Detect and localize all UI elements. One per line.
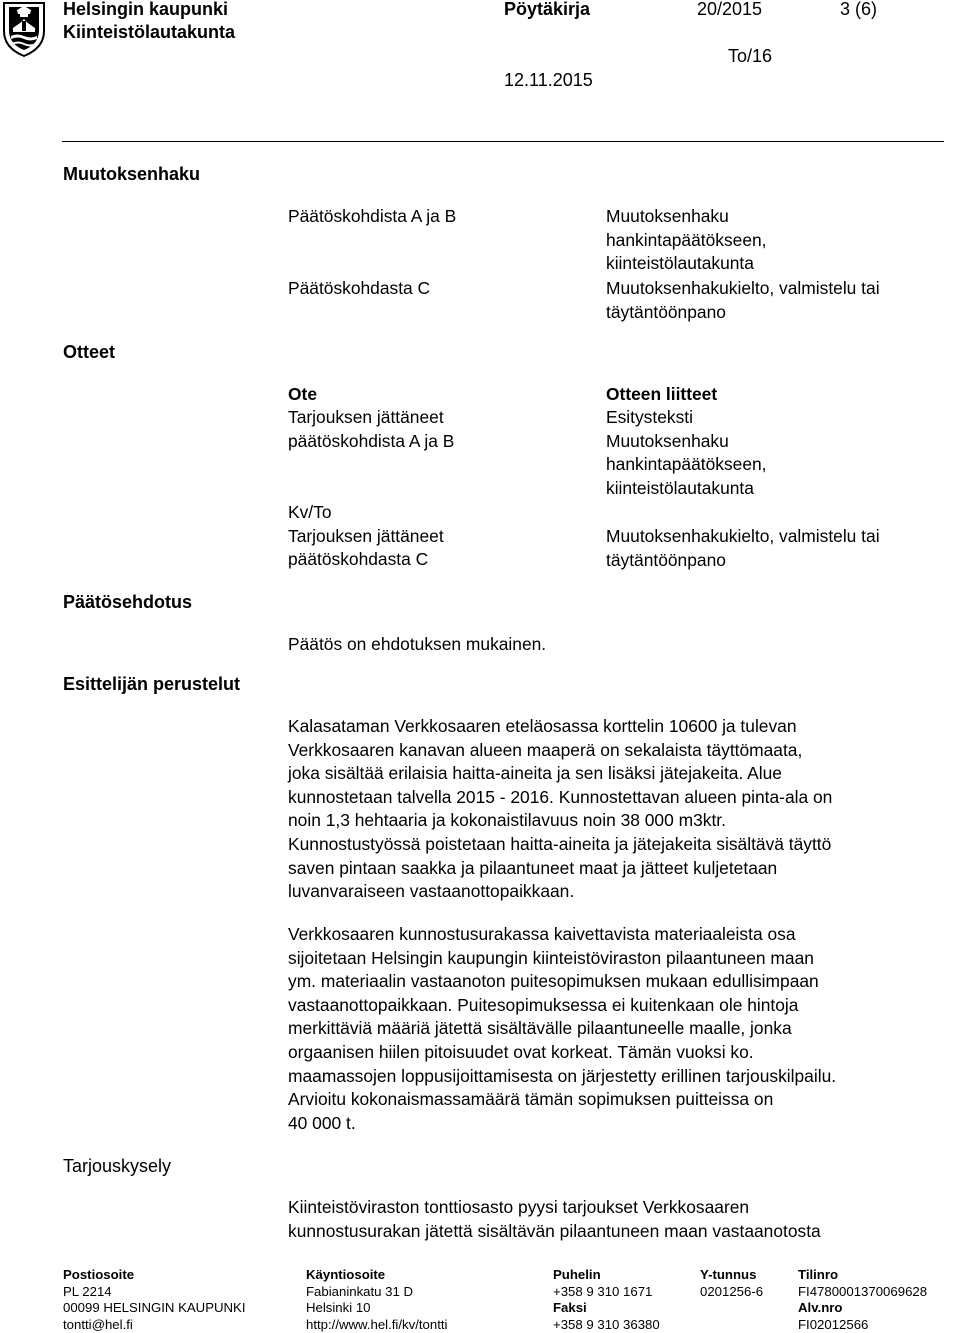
footer-phone-fax: Puhelin +358 9 310 1671 Faksi +358 9 310 36380 — [553, 1267, 660, 1333]
appeal-item-c: Päätöskohdasta C — [288, 277, 430, 301]
committee-name: Kiinteistölautakunta — [63, 21, 235, 43]
body-paragraph-1: Kalasataman Verkkosaaren eteläosassa korttelin 10600 ja tulevan Verkkosaaren kanavan alueen maaperä on sekalaista täyttömaata, joka sisältää erilaisia haitta-aineita ja sen lisäksi jätejakeita. Alue kunnostetaan talvella 2015 - 2016. Kunnostettavan alueen pinta-ala on noin 1,3 hehtaaria ja kokonaistilavuus noin 38 000 m3ktr. Kunnostustyössä poistetaan haitta-aineita ja jätejakeita sisältävä täyttö saven pintaan saakka ja pilaantuneet maat ja jätteet kuljetetaan luvanvaraiseen vastaanottopaikkaan. — [288, 715, 832, 904]
section-code: To/16 — [728, 45, 772, 67]
meeting-date: 12.11.2015 — [504, 69, 593, 91]
page-number: 3 (6) — [840, 0, 877, 20]
extract-attachments-c: Muutoksenhakukielto, valmistelu tai täytäntöönpano — [606, 525, 880, 572]
document-type: Pöytäkirja — [504, 0, 590, 20]
footer-web-link[interactable]: http://www.hel.fi/kv/tontti — [306, 1317, 447, 1333]
extract-recipients-ab: Tarjouksen jättäneet päätöskohdista A ja B — [288, 406, 454, 453]
extract-attachments-heading: Otteen liitteet — [606, 383, 717, 407]
footer-visiting-address: Käyntiosoite Fabianinkatu 31 D Helsinki 10 http://www.hel.fi/kv/tontti — [306, 1267, 447, 1333]
body-paragraph-2: Verkkosaaren kunnostusurakassa kaivettavista materiaaleista osa sijoitetaan Helsingin kaupungin kiinteistöviraston pilaantuneen maan ym. materiaalin vastaanoton puitesopimuksen mukaan edullisimpaan vastaanottopaikkaan. Puitesopimuksessa ei kuitenkaan ole hintoja merkittäviä määriä jätettä sisältävälle pilaantuneelle maalle, jonka orgaanisen hiilen pitoisuudet ovat korkeat. Tämän vuoksi ko. maamassojen loppusijoittamisesta on järjestetty erillinen tarjouskilpailu. Arvioitu kokonaismassamäärä tämän sopimuksen puitteissa on 40 000 t. — [288, 923, 836, 1135]
section-label-esittelijan-perustelut: Esittelijän perustelut — [63, 673, 240, 695]
header-rule — [62, 141, 944, 142]
body-paragraph-3: Kiinteistöviraston tonttiosasto pyysi tarjoukset Verkkosaaren kunnostusurakan jätettä sisältävän pilaantuneen maan vastaanotosta — [288, 1196, 821, 1243]
section-label-tarjouskysely: Tarjouskysely — [63, 1155, 171, 1177]
section-label-muutoksenhaku: Muutoksenhaku — [63, 163, 200, 185]
extract-recipients-c: Kv/To Tarjouksen jättäneet päätöskohdasta C — [288, 501, 444, 572]
organization-name: Helsingin kaupunki — [63, 0, 228, 20]
appeal-instruction-ab: Muutoksenhaku hankintapäätökseen, kiinteistölautakunta — [606, 205, 767, 276]
footer-email-link[interactable]: tontti@hel.fi — [63, 1317, 246, 1333]
footer-bank-vat: Tilinro FI4780001370069628 Alv.nro FI02012566 — [798, 1267, 927, 1333]
section-label-paatosehdotus: Päätösehdotus — [63, 591, 192, 613]
footer-business-id: Y-tunnus 0201256-6 — [700, 1267, 763, 1300]
section-label-otteet: Otteet — [63, 341, 115, 363]
extract-recipients-heading: Ote — [288, 383, 317, 407]
appeal-item-ab: Päätöskohdista A ja B — [288, 205, 456, 229]
helsinki-crest-logo — [1, 1, 47, 57]
appeal-instruction-c: Muutoksenhakukielto, valmistelu tai täytäntöönpano — [606, 277, 880, 324]
decision-text: Päätös on ehdotuksen mukainen. — [288, 633, 546, 657]
extract-attachments-ab: Esitysteksti Muutoksenhaku hankintapäätökseen, kiinteistölautakunta — [606, 406, 767, 501]
footer-postal-address: Postiosoite PL 2214 00099 HELSINGIN KAUPUNKI tontti@hel.fi — [63, 1267, 246, 1333]
document-number: 20/2015 — [697, 0, 762, 20]
